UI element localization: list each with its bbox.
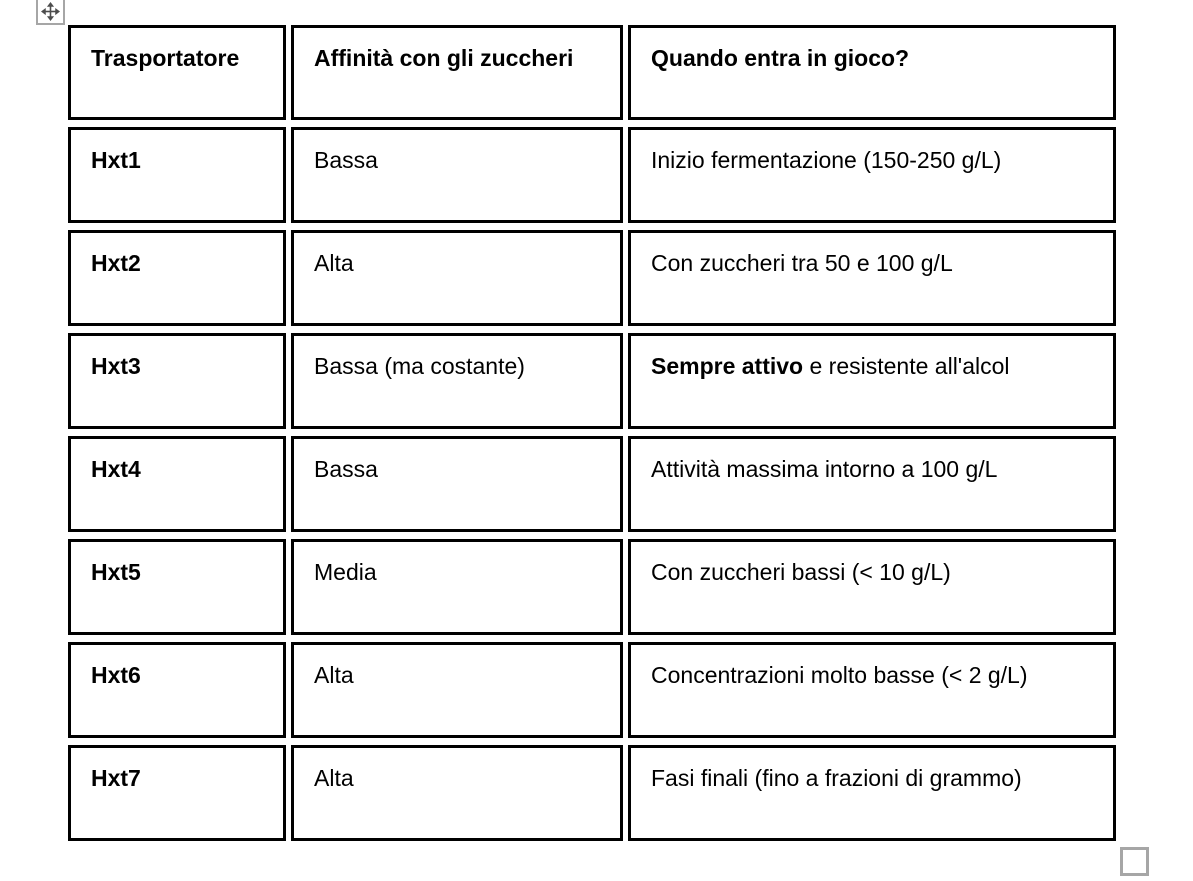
table-move-handle[interactable] <box>36 0 65 25</box>
cell-when-hxt4[interactable] <box>628 436 1116 532</box>
when-label: Concentrazioni molto basse (< 2 g/L) <box>651 662 1028 688</box>
cell-when-hxt1[interactable] <box>628 127 1116 223</box>
cell-transporter-hxt7[interactable] <box>68 745 286 841</box>
transporter-label: Hxt5 <box>91 559 141 585</box>
table-row <box>68 539 1116 635</box>
transporter-label: Hxt6 <box>91 662 141 688</box>
affinity-label: Alta <box>314 662 354 688</box>
header-row <box>68 25 1116 120</box>
move-icon <box>41 2 60 21</box>
cell-when-hxt6[interactable] <box>628 642 1116 738</box>
cell-affinity-hxt7[interactable] <box>291 745 623 841</box>
affinity-label: Alta <box>314 765 354 791</box>
cell-affinity-hxt4[interactable] <box>291 436 623 532</box>
header-affinity[interactable] <box>291 25 623 120</box>
table-row <box>68 230 1116 326</box>
cell-transporter-hxt5[interactable] <box>68 539 286 635</box>
table-row <box>68 642 1116 738</box>
transporter-label: Hxt7 <box>91 765 141 791</box>
transporter-label: Hxt1 <box>91 147 141 173</box>
when-label: e resistente all'alcol <box>803 353 1010 379</box>
table-row <box>68 745 1116 841</box>
cell-when-hxt7[interactable] <box>628 745 1116 841</box>
when-label: Con zuccheri bassi (< 10 g/L) <box>651 559 951 585</box>
header-when[interactable] <box>628 25 1116 120</box>
cell-affinity-hxt6[interactable] <box>291 642 623 738</box>
table-row <box>68 127 1116 223</box>
cell-transporter-hxt1[interactable] <box>68 127 286 223</box>
affinity-label: Alta <box>314 250 354 276</box>
transporter-label: Hxt3 <box>91 353 141 379</box>
transporters-table[interactable] <box>63 18 1121 848</box>
cell-when-hxt5[interactable] <box>628 539 1116 635</box>
cell-transporter-hxt4[interactable] <box>68 436 286 532</box>
cell-affinity-hxt2[interactable] <box>291 230 623 326</box>
header-transporter-label: Trasportatore <box>91 45 240 71</box>
when-label: Attività massima intorno a 100 g/L <box>651 456 998 482</box>
table-row <box>68 436 1116 532</box>
affinity-label: Bassa (ma costante) <box>314 353 525 379</box>
cell-affinity-hxt3[interactable] <box>291 333 623 429</box>
header-transporter[interactable] <box>68 25 286 120</box>
cell-affinity-hxt1[interactable] <box>291 127 623 223</box>
when-label: Fasi finali (fino a frazioni di grammo) <box>651 765 1022 791</box>
affinity-label: Bassa <box>314 456 378 482</box>
header-affinity-label: Affinità con gli zuccheri <box>314 45 574 71</box>
header-when-label: Quando entra in gioco? <box>651 45 910 71</box>
affinity-label: Bassa <box>314 147 378 173</box>
when-bold-run: Sempre attivo <box>651 353 804 379</box>
when-label: Con zuccheri tra 50 e 100 g/L <box>651 250 953 276</box>
cell-when-hxt3[interactable] <box>628 333 1116 429</box>
cell-transporter-hxt3[interactable] <box>68 333 286 429</box>
table-resize-handle[interactable] <box>1120 847 1149 876</box>
transporter-label: Hxt4 <box>91 456 141 482</box>
when-label: Inizio fermentazione (150-250 g/L) <box>651 147 1002 173</box>
cell-transporter-hxt2[interactable] <box>68 230 286 326</box>
cell-affinity-hxt5[interactable] <box>291 539 623 635</box>
transporter-label: Hxt2 <box>91 250 141 276</box>
cell-when-hxt2[interactable] <box>628 230 1116 326</box>
cell-transporter-hxt6[interactable] <box>68 642 286 738</box>
affinity-label: Media <box>314 559 377 585</box>
table-row <box>68 333 1116 429</box>
